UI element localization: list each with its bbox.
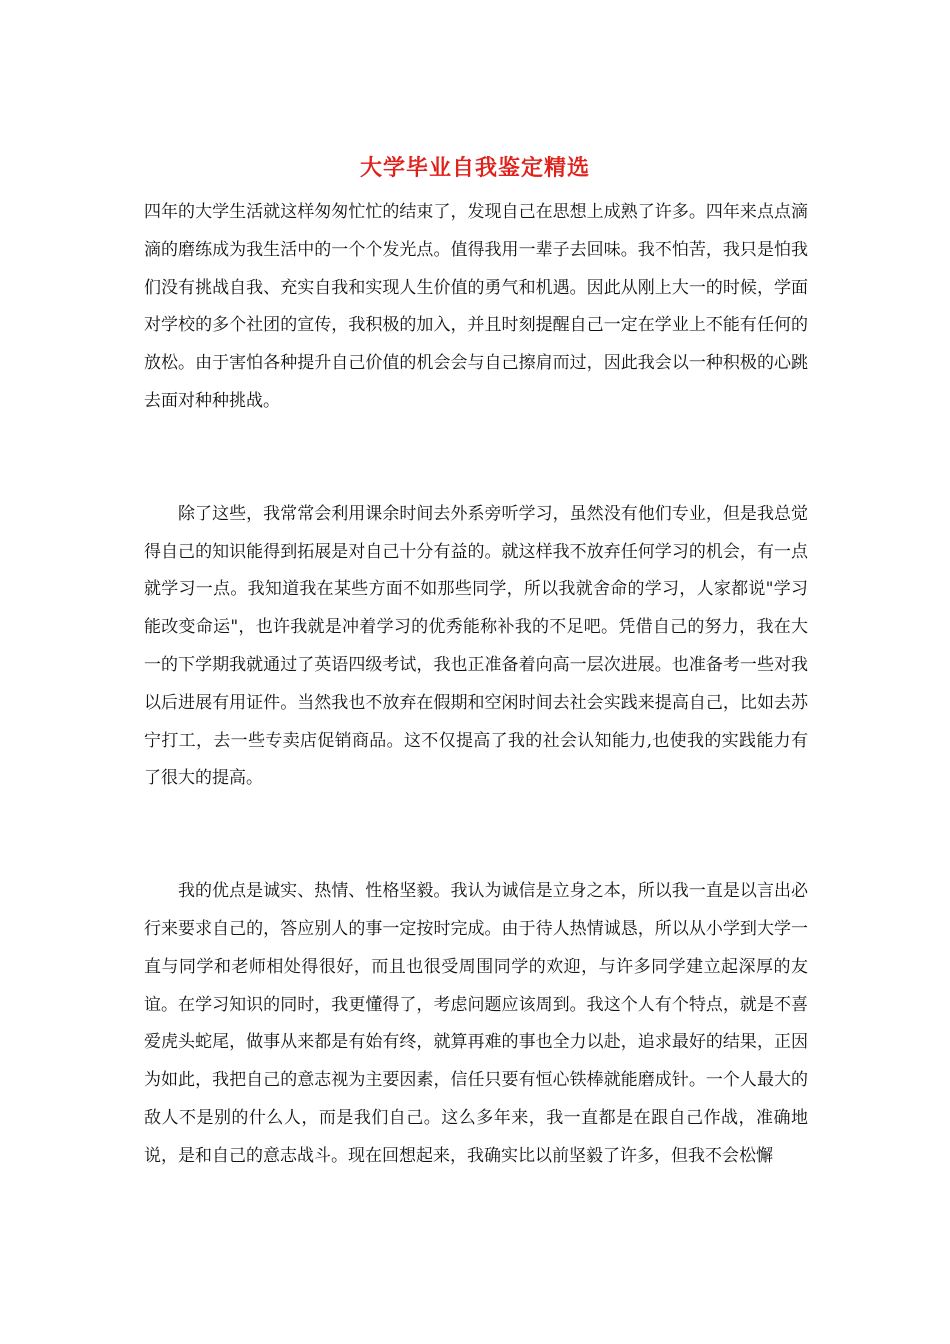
paragraph-spacer [144, 421, 808, 496]
paragraph-spacer [144, 798, 808, 873]
paragraph-3: 我的优点是诚实、热情、性格坚毅。我认为诚信是立身之本，所以我一直是以言出必行来要求自己的，答应别人的事一定按时完成。由于待人热情诚恳，所以从小学到大学一直与同学和老师相处得很好，而且也很受周围同学的欢迎，与许多同学建立起深厚的友谊。在学习知识的同时，我更懂得了，考虑问题应该周到。我这个人有个特点，就是不喜爱虎头蛇尾，做事从来都是有始有终，就算再难的事也全力以赴，追求最好的结果，正因为如此，我把自己的意志视为主要因素，信任只要有恒心铁棒就能磨成针。一个人最大的敌人不是别的什么人，而是我们自己。这么多年来，我一直都是在跟自己作战，准确地说，是和自己的意志战斗。现在回想起来，我确实比以前坚毅了许多，但我不会松懈 [144, 881, 808, 1166]
document-body [144, 194, 808, 1176]
paragraph-1: 四年的大学生活就这样匆匆忙忙的结束了，发现自己在思想上成熟了许多。四年来点点滴滴的磨练成为我生活中的一个个发光点。值得我用一辈子去回味。我不怕苦，我只是怕我们没有挑战自我、充实自我和实现人生价值的勇气和机遇。因此从刚上大一的时候，学面对学校的多个社团的宣传，我积极的加入，并且时刻提醒自己一定在学业上不能有任何的放松。由于害怕各种提升自己价值的机会会与自己擦肩而过，因此我会以一种积极的心跳去面对种种挑战。 [144, 202, 808, 411]
paragraph-2: 除了这些，我常常会利用课余时间去外系旁听学习，虽然没有他们专业，但是我总觉得自己的知识能得到拓展是对自己十分有益的。就这样我不放弃任何学习的机会，有一点就学习一点。我知道我在某些方面不如那些同学，所以我就舍命的学习，人家都说"学习能改变命运"，也许我就是冲着学习的优秀能称补我的不足吧。凭借自己的努力，我在大一的下学期我就通过了英语四级考试，我也正准备着向高一层次进展。也准备考一些对我以后进展有用证件。当然我也不放弃在假期和空闲时间去社会实践来提高自己，比如去苏宁打工，去一些专卖店促销商品。这不仅提高了我的社会认知能力,也使我的实践能力有了很大的提高。 [144, 503, 808, 789]
document-title: 大学毕业自我鉴定精选 [359, 155, 590, 181]
